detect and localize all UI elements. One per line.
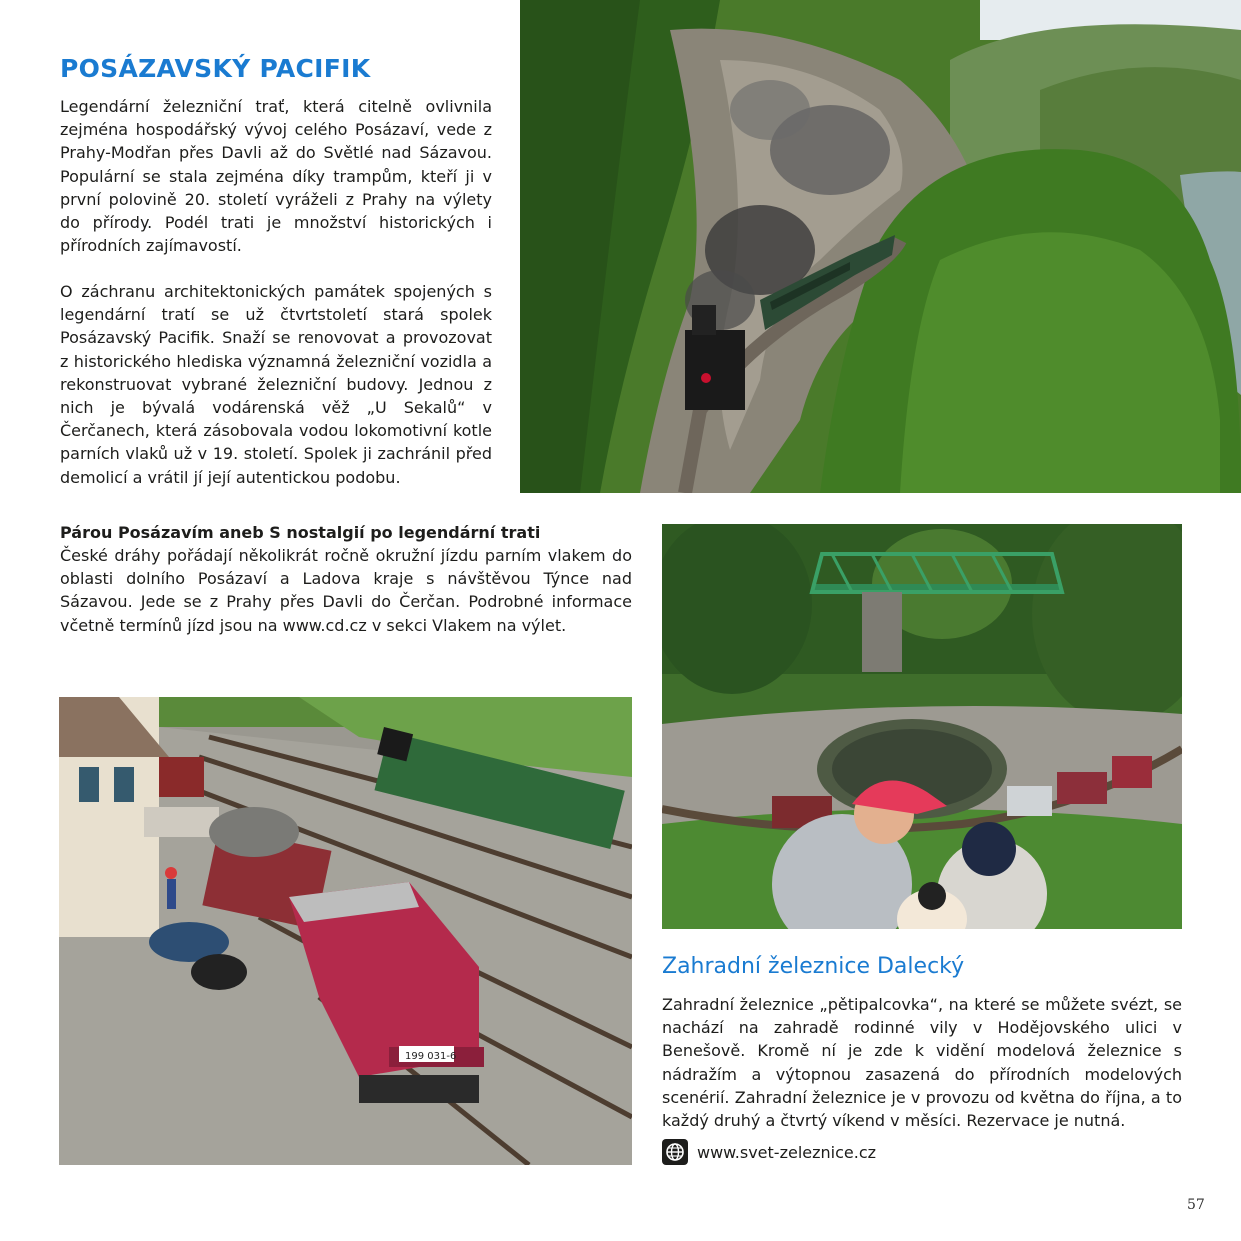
intro-paragraph: Legendární železniční trať, která citelně ovlivnila zejména hospodářský vývoj celého Posázaví, vede z Prahy-Modřan přes Davli až do Světlé nad Sázavou. Populární se stala zejména díky trampům, kteří ji v první polovině 20. století vyráželi z Prahy na výlety do přírody. Podél trati je množství historických i přírodních zajímavostí. — [60, 97, 492, 256]
globe-icon — [662, 1139, 688, 1165]
steam-trip-paragraph: České dráhy pořádají několikrát ročně okružní jízdu parním vlakem do oblasti dolního Posázaví a Ladova kraje s návštěvou Týnce nad Sázavou. Jede se z Prahy přes Davli do Čerčan. Podrobné informace včetně termínů jízd jsou na www.cd.cz v sekci Vlakem na výlet. — [60, 546, 632, 635]
garden-railway-paragraph: Zahradní železnice „pětipalcovka“, na které se můžete svézt, se nachází na zahradě rodinné vily v Hodějovského ulici v Benešově. Kromě ní je zde k vidění modelová železnice s nádražím a výtopnou zasazená do přírodních modelových scenérií. Zahradní železnice je v provozu od května do října, a to každý druhý a čtvrtý víkend v měsíci. Rezervace je nutná. — [662, 995, 1182, 1131]
website-url[interactable]: www.svet-zeleznice.cz — [697, 1142, 877, 1162]
article-title: POSÁZAVSKÝ PACIFIK — [60, 54, 371, 83]
steam-trip-subheading: Párou Posázavím aneb S nostalgií po legendární trati — [60, 523, 541, 542]
website-link[interactable] — [662, 1139, 876, 1165]
model-railway-photo — [59, 697, 632, 1165]
garden-railway-photo — [662, 524, 1182, 929]
page-number: 57 — [1187, 1197, 1205, 1213]
steam-train-photo — [520, 0, 1241, 493]
society-paragraph: O záchranu architektonických památek spojených s legendární tratí se už čtvrtstoletí stará spolek Posázavský Pacifik. Snaží se renovovat a provozovat z historického hlediska významná železniční vozidla a rekonstruovat vybrané železniční budovy. Jednou z nich je bývalá vodárenská věž „U Sekalů“ v Čerčanech, která zásobovala vodou lokomotivní kotle parních vlaků už v 19. století. Spolek ji zachránil před demolicí a vrátil jí její autentickou podobu. — [60, 282, 492, 487]
garden-railway-title: Zahradní železnice Dalecký — [662, 954, 965, 979]
loco-number: 199 031-6 — [405, 1051, 457, 1062]
